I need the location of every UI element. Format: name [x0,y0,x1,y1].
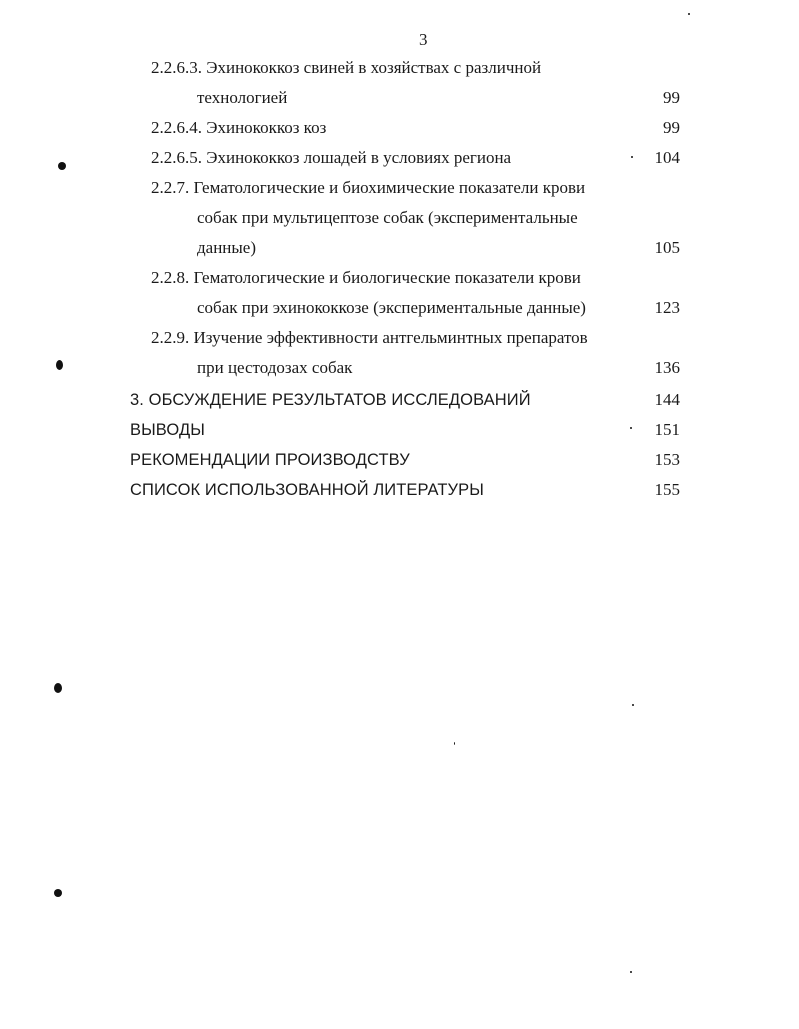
toc-page-number: 144 [654,390,680,409]
toc-entry-text: при цестодозах собак [197,358,353,377]
toc-entry-text: 2.2.6.4. Эхинококкоз коз [151,118,327,137]
toc-page-number: 99 [663,118,680,137]
toc-entry-text: 3. ОБСУЖДЕНИЕ РЕЗУЛЬТАТОВ ИССЛЕДОВАНИЙ [130,391,531,409]
scan-dot [454,742,455,745]
toc-page-number: 151 [654,420,680,439]
toc-page-number: 123 [654,298,680,317]
toc-page-number: 99 [663,88,680,107]
scan-dot [688,13,690,15]
scan-dot [632,704,634,706]
toc-entry-text: данные) [197,238,257,257]
toc-entry-text: 2.2.9. Изучение эффективности антгельминтных препаратов [151,328,588,347]
toc-entry-text: собак при эхинококкозе (экспериментальные данные) [197,298,586,317]
page-number: 3 [419,30,428,49]
scan-dot [630,427,632,429]
toc-page-number: 153 [654,450,680,469]
scan-dot [631,156,633,158]
toc-entry-text: 2.2.7. Гематологические и биохимические показатели крови [151,178,586,197]
toc-entry-text: технологией [197,88,288,107]
toc-entry-text: 2.2.6.3. Эхинококкоз свиней в хозяйствах с различной [151,58,542,77]
toc-entry-text: ВЫВОДЫ [130,421,205,439]
toc-page-number: 155 [654,480,680,499]
toc-entry-text: 2.2.6.5. Эхинококкоз лошадей в условиях региона [151,148,512,167]
binding-hole-mark [54,889,62,897]
toc-entry-text: РЕКОМЕНДАЦИИ ПРОИЗВОДСТВУ [130,451,410,469]
toc-page-number: 105 [654,238,680,257]
toc-page-number: 104 [654,148,680,167]
scan-dot [630,971,632,973]
toc-page-number: 136 [654,358,680,377]
toc-entry-text: СПИСОК ИСПОЛЬЗОВАННОЙ ЛИТЕРАТУРЫ [130,481,484,499]
toc-entry-text: собак при мультицептозе собак (экспериментальные [197,208,578,227]
binding-hole-mark [54,683,62,693]
binding-hole-mark [58,162,66,170]
toc-entry-text: 2.2.8. Гематологические и биологические показатели крови [151,268,581,287]
binding-hole-mark [56,360,63,370]
